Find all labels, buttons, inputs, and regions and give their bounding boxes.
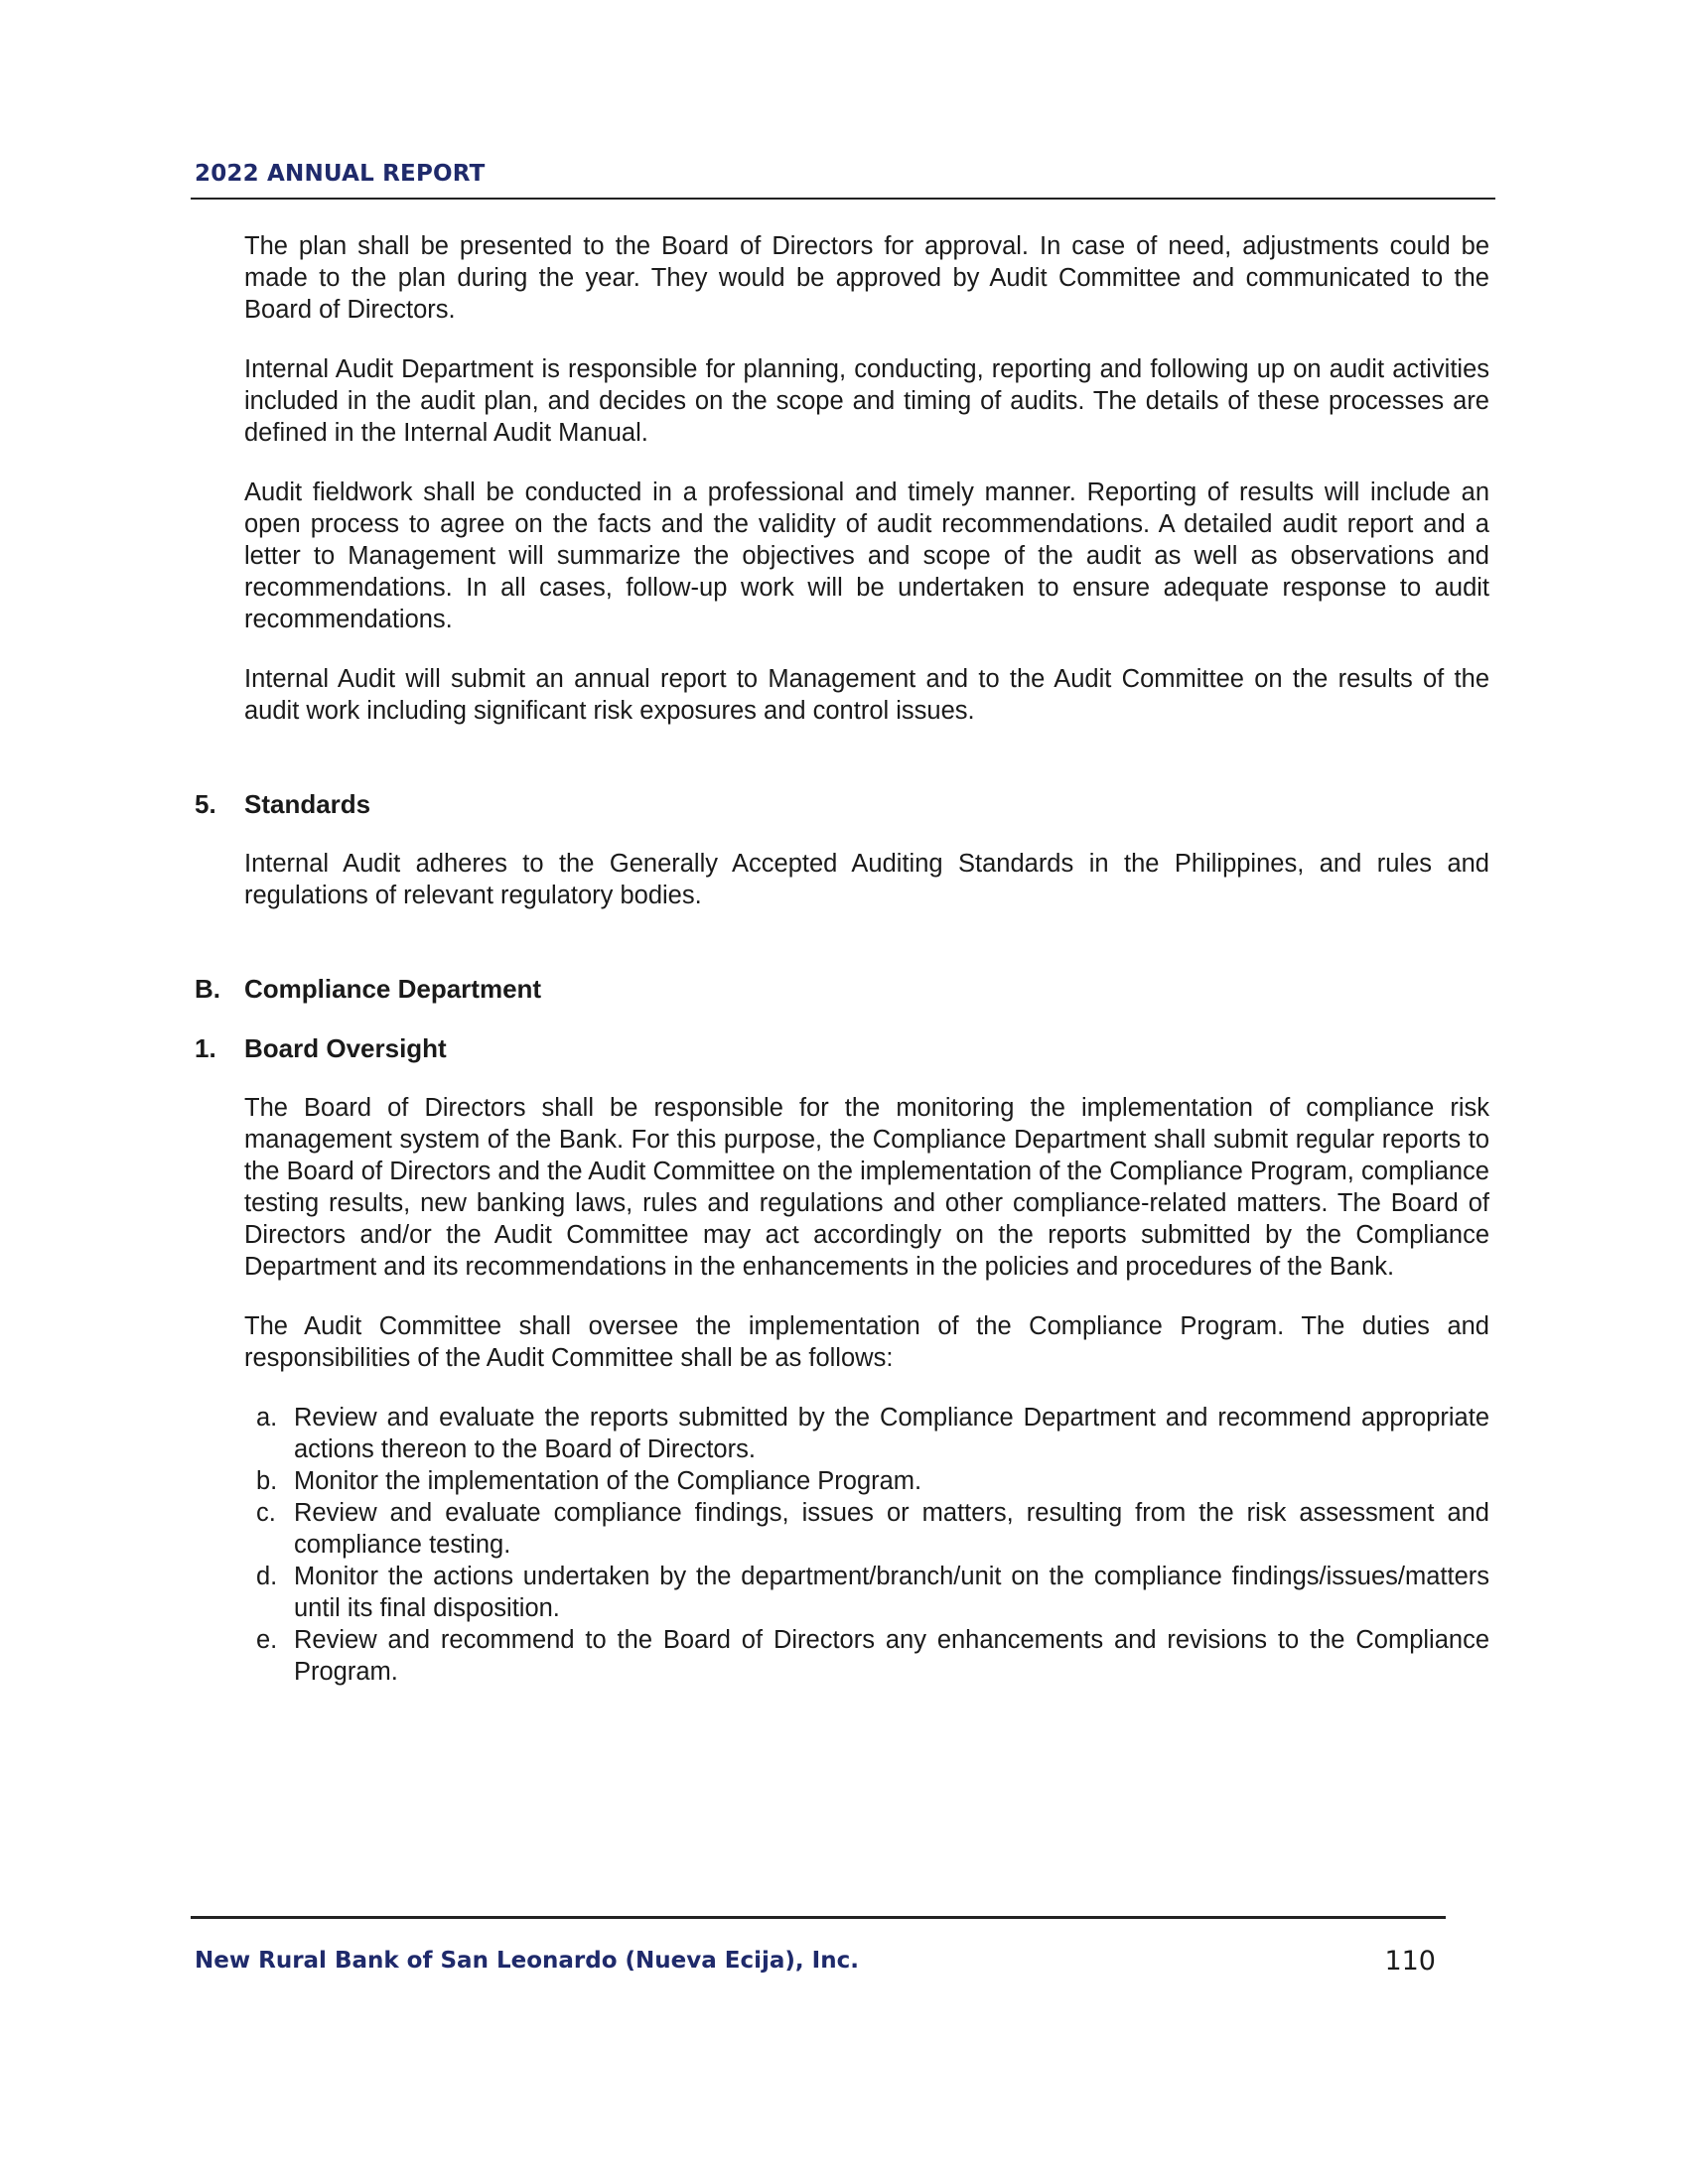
list-item: [244, 1402, 1489, 1465]
list-marker: a.: [256, 1404, 278, 1432]
header-divider: [191, 198, 1495, 200]
section-heading-standards: [195, 788, 1489, 820]
list-item: [244, 1497, 1489, 1561]
body-paragraph: Audit fieldwork shall be conducted in a professional and timely manner. Reporting of results will include an open process to agree on the facts and the validity of audit recommendations. A detailed audit report and a letter to Management will summarize the objectives and scope of the audit as well as observations and recommendations. In all cases, follow-up work will be undertaken to ensure adequate response to audit recommendations.: [244, 478, 1489, 633]
page-number: 110: [1384, 1946, 1436, 1977]
subsection-heading-board-oversight: [195, 1032, 1489, 1064]
section-letter: B.: [195, 974, 220, 1004]
subsection-number: 1.: [195, 1033, 216, 1063]
audit-committee-duties-list: [244, 1402, 1489, 1688]
list-marker: e.: [256, 1626, 278, 1654]
list-item-text: Monitor the actions undertaken by the department/branch/unit on the compliance findings/issues/matters until its final disposition.: [294, 1563, 1489, 1622]
list-item: [244, 1561, 1489, 1624]
section-title: Standards: [244, 789, 371, 819]
footer-bank-name: New Rural Bank of San Leonardo (Nueva Ecija), Inc.: [195, 1948, 859, 1974]
body-paragraph: The plan shall be presented to the Board of Directors for approval. In case of need, adjustments could be made to the plan during the year. They would be approved by Audit Committee and communicated to the Board of Directors.: [244, 232, 1489, 324]
list-item-text: Monitor the implementation of the Compliance Program.: [294, 1467, 922, 1495]
list-item-text: Review and evaluate compliance findings, issues or matters, resulting from the risk assessment and compliance testing.: [294, 1499, 1489, 1559]
section-number: 5.: [195, 789, 216, 819]
board-oversight-paragraph: The Audit Committee shall oversee the implementation of the Compliance Program. The duties and responsibilities of the Audit Committee shall be as follows:: [244, 1312, 1489, 1372]
board-oversight-paragraph: The Board of Directors shall be responsible for the monitoring the implementation of compliance risk management system of the Bank. For this purpose, the Compliance Department shall submit regular reports to the Board of Directors and the Audit Committee on the implementation of the Compliance Program, compliance testing results, new banking laws, rules and regulations and other compliance-related matters. The Board of Directors and/or the Audit Committee may act accordingly on the reports submitted by the Compliance Department and its recommendations in the enhancements in the policies and procedures of the Bank.: [244, 1094, 1489, 1281]
section-title: Compliance Department: [244, 974, 542, 1004]
subsection-title: Board Oversight: [244, 1033, 447, 1063]
list-marker: d.: [256, 1563, 278, 1590]
list-item: [244, 1624, 1489, 1688]
section-heading-compliance: [195, 973, 1489, 1005]
standards-paragraph: Internal Audit adheres to the Generally Accepted Auditing Standards in the Philippines, and rules and regulations of relevant regulatory bodies.: [244, 850, 1489, 909]
page-header-title: 2022 ANNUAL REPORT: [195, 161, 486, 187]
body-paragraph: Internal Audit Department is responsible for planning, conducting, reporting and following up on audit activities included in the audit plan, and decides on the scope and timing of audits. The details of these processes are defined in the Internal Audit Manual.: [244, 355, 1489, 447]
list-item: [244, 1465, 1489, 1497]
list-marker: b.: [256, 1467, 278, 1495]
list-marker: c.: [256, 1499, 276, 1527]
footer-divider: [191, 1916, 1446, 1919]
page-body: [195, 230, 1489, 1688]
list-item-text: Review and evaluate the reports submitted by the Compliance Department and recommend appropriate actions thereon to the Board of Directors.: [294, 1404, 1489, 1463]
body-paragraph: Internal Audit will submit an annual report to Management and to the Audit Committee on the results of the audit work including significant risk exposures and control issues.: [244, 665, 1489, 725]
list-item-text: Review and recommend to the Board of Directors any enhancements and revisions to the Compliance Program.: [294, 1626, 1489, 1686]
